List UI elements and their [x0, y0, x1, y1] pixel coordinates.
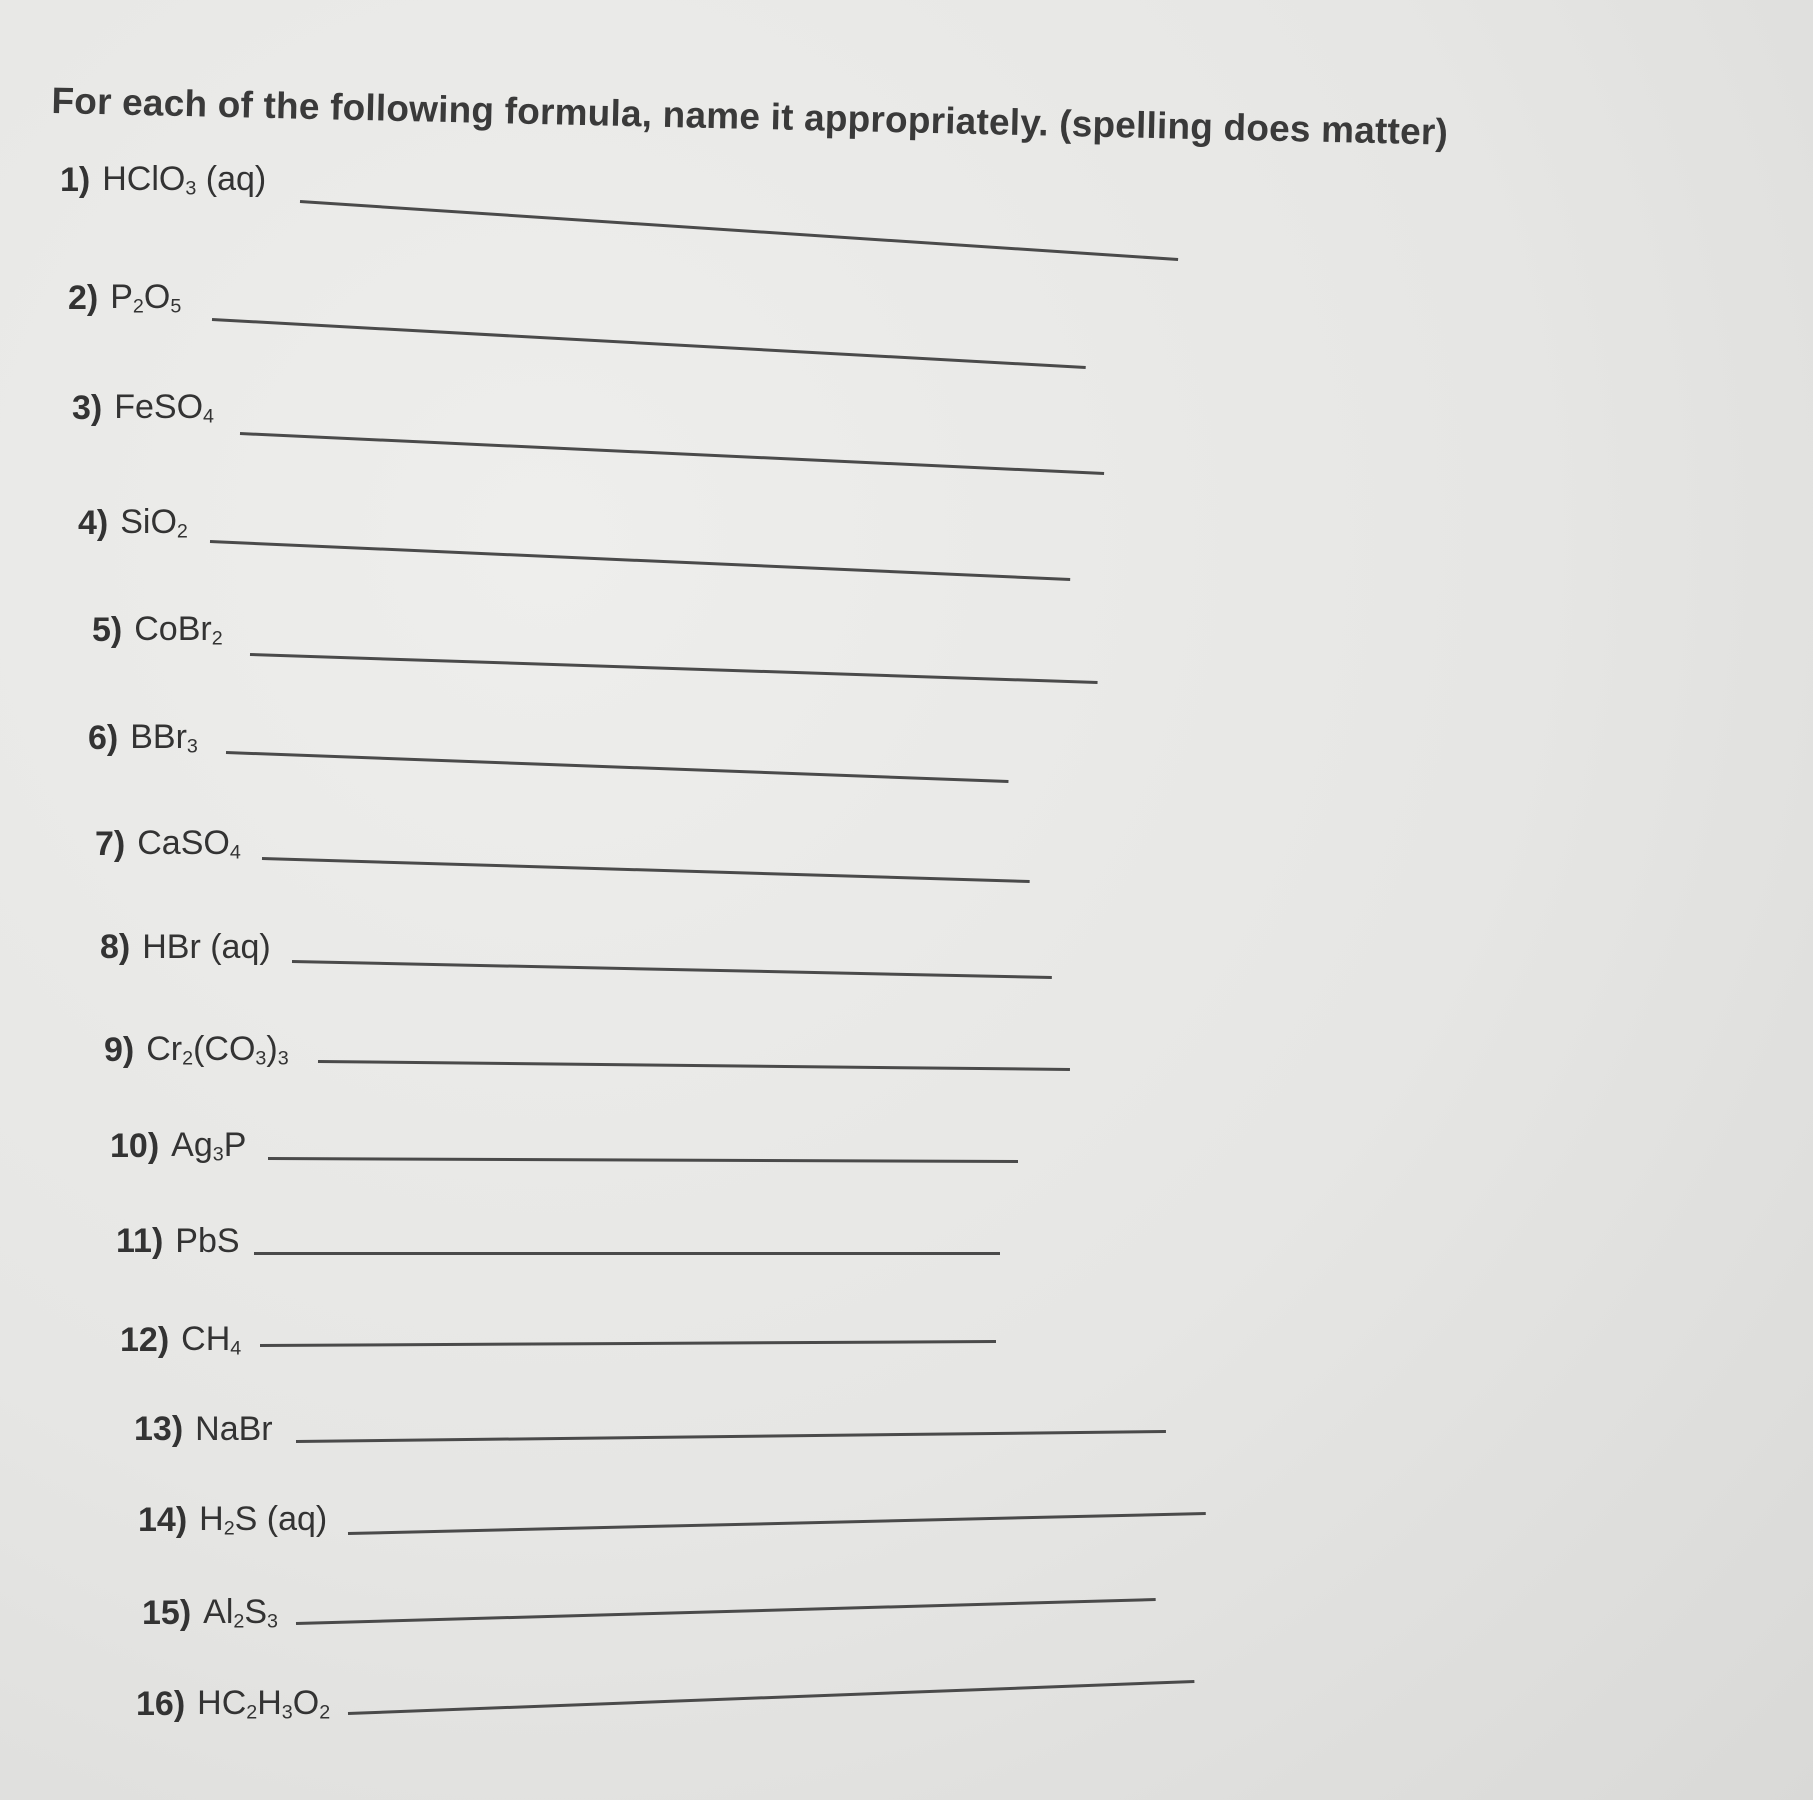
- formula-subscript: 2: [319, 1701, 331, 1724]
- answer-line-7[interactable]: [262, 857, 1030, 883]
- question-number: 9): [104, 1031, 135, 1070]
- answer-line-12[interactable]: [260, 1340, 996, 1347]
- answer-line-9[interactable]: [318, 1060, 1070, 1071]
- question-14: [138, 1500, 327, 1540]
- formula-subscript: 3: [185, 177, 197, 200]
- chemical-formula: [114, 388, 214, 428]
- question-9: [104, 1030, 289, 1070]
- answer-line-8[interactable]: [292, 960, 1052, 979]
- instruction-text: For each of the following formula, name it appropriately. (spelling does matter): [51, 80, 1449, 153]
- chemical-formula: [197, 1684, 330, 1724]
- question-8: [100, 928, 271, 967]
- formula-text: H: [257, 1684, 282, 1722]
- question-number: 10): [110, 1127, 160, 1166]
- formula-subscript: 2: [132, 295, 144, 318]
- formula-text: HBr (aq): [142, 928, 271, 966]
- formula-text: S: [244, 1593, 268, 1631]
- answer-line-15[interactable]: [296, 1598, 1156, 1625]
- answer-line-16[interactable]: [348, 1680, 1194, 1715]
- answer-line-5[interactable]: [250, 653, 1098, 684]
- formula-subscript: 3: [277, 1047, 289, 1070]
- formula-subscript: 3: [186, 735, 198, 758]
- answer-line-1[interactable]: [300, 200, 1178, 261]
- formula-subscript: 2: [211, 627, 223, 650]
- formula-text: ): [266, 1030, 278, 1068]
- formula-text: CaSO: [137, 824, 230, 862]
- question-number: 6): [88, 719, 119, 758]
- question-16: [136, 1684, 330, 1724]
- answer-line-4[interactable]: [210, 540, 1070, 581]
- question-number: 12): [120, 1321, 170, 1360]
- formula-subscript: 4: [229, 841, 241, 864]
- answer-line-6[interactable]: [226, 751, 1008, 783]
- formula-text: O: [143, 278, 171, 316]
- question-7: [95, 824, 241, 864]
- chemical-formula: [203, 1593, 278, 1633]
- question-number: 4): [78, 504, 109, 543]
- question-3: [72, 388, 214, 428]
- chemical-formula: [120, 503, 188, 543]
- formula-subscript: 2: [182, 1047, 194, 1070]
- formula-subscript: 2: [223, 1517, 235, 1540]
- question-6: [88, 718, 198, 758]
- formula-subscript: 3: [281, 1701, 293, 1724]
- formula-text: P: [110, 278, 133, 316]
- question-number: 15): [142, 1594, 192, 1633]
- formula-text: HC: [197, 1684, 247, 1722]
- formula-text: H: [199, 1500, 224, 1538]
- question-number: 16): [136, 1685, 186, 1724]
- question-13: [134, 1410, 273, 1449]
- chemical-formula: [175, 1222, 239, 1261]
- chemical-formula: [199, 1500, 327, 1540]
- question-number: 8): [100, 928, 131, 966]
- formula-subscript: 4: [203, 405, 215, 428]
- question-number: 14): [138, 1501, 188, 1540]
- answer-line-14[interactable]: [348, 1512, 1206, 1535]
- chemical-formula: [134, 610, 222, 650]
- formula-text: Al: [203, 1593, 234, 1631]
- question-10: [110, 1126, 246, 1166]
- formula-text: FeSO: [114, 388, 204, 426]
- chemical-formula: [102, 160, 266, 200]
- formula-subscript: 5: [170, 295, 182, 318]
- answer-line-10[interactable]: [268, 1157, 1018, 1163]
- formula-subscript: 3: [212, 1143, 224, 1166]
- formula-text: O: [292, 1684, 320, 1722]
- formula-subscript: 2: [246, 1701, 258, 1724]
- chemical-formula: [146, 1030, 288, 1070]
- formula-text: SiO: [120, 503, 177, 541]
- formula-text: CH: [181, 1320, 231, 1358]
- formula-text: S (aq): [234, 1500, 328, 1538]
- formula-text: NaBr: [195, 1410, 273, 1448]
- chemical-formula: [130, 718, 198, 758]
- question-4: [78, 503, 188, 543]
- answer-line-2[interactable]: [212, 318, 1086, 369]
- question-number: 3): [72, 389, 103, 428]
- question-5: [92, 610, 223, 650]
- question-number: 11): [116, 1222, 164, 1260]
- question-number: 1): [60, 161, 91, 200]
- formula-subscript: 2: [176, 520, 188, 543]
- formula-text: (CO: [193, 1030, 256, 1068]
- formula-text: CoBr: [134, 610, 212, 648]
- question-number: 7): [95, 825, 126, 864]
- formula-subscript: 3: [267, 1610, 278, 1633]
- chemical-formula: [110, 278, 181, 318]
- chemical-formula: [195, 1410, 272, 1449]
- answer-line-13[interactable]: [296, 1430, 1166, 1443]
- formula-text: HClO: [102, 160, 186, 198]
- formula-text: P: [223, 1126, 247, 1164]
- question-1: [60, 160, 266, 200]
- answer-line-11[interactable]: [254, 1252, 1000, 1255]
- question-12: [120, 1320, 241, 1360]
- chemical-formula: [137, 824, 241, 864]
- question-2: [68, 278, 181, 318]
- question-11: [116, 1222, 240, 1261]
- formula-text: (aq): [196, 160, 267, 198]
- formula-text: BBr: [130, 718, 187, 756]
- formula-text: Cr: [146, 1030, 183, 1068]
- answer-line-3[interactable]: [240, 432, 1104, 475]
- question-number: 13): [134, 1410, 184, 1448]
- chemical-formula: [171, 1126, 246, 1166]
- formula-text: Ag: [171, 1126, 213, 1164]
- question-number: 5): [92, 611, 123, 650]
- formula-subscript: 4: [230, 1337, 242, 1360]
- question-number: 2): [68, 279, 99, 318]
- chemical-formula: [142, 928, 270, 967]
- chemical-formula: [181, 1320, 241, 1360]
- formula-text: PbS: [175, 1222, 240, 1260]
- question-15: [142, 1593, 278, 1633]
- formula-subscript: 3: [255, 1047, 267, 1070]
- formula-subscript: 2: [233, 1610, 245, 1633]
